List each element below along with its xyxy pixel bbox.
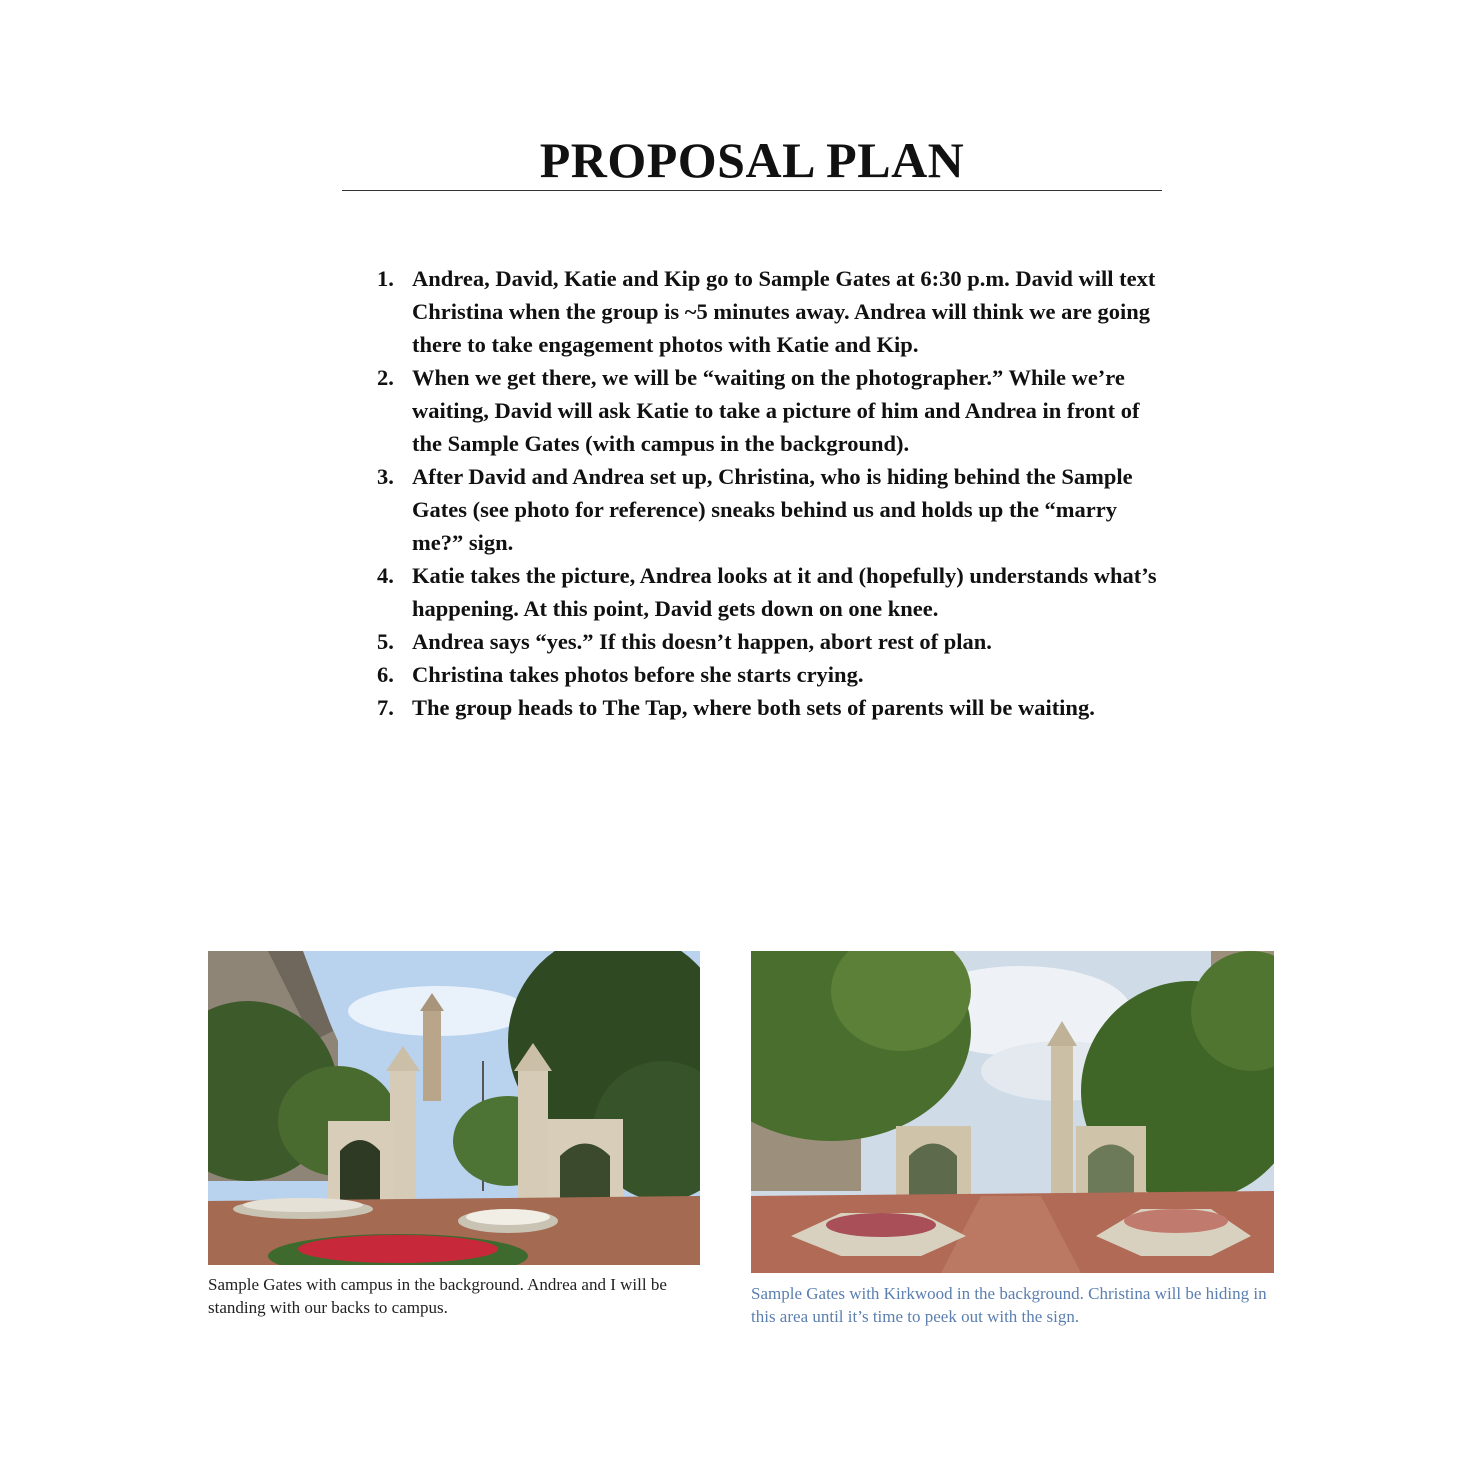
step-text: Christina takes photos before she starts crying. [412, 662, 864, 687]
step-number: 2. [377, 365, 394, 390]
sample-gates-campus-photo [208, 951, 700, 1265]
step-text: Andrea, David, Katie and Kip go to Sample Gates at 6:30 p.m. David will text Christina when the group is ~5 minutes away. Andrea will think we are going there to take engagement photos with Katie and Kip. [412, 266, 1156, 357]
step-number: 3. [377, 464, 394, 489]
step-text: When we get there, we will be “waiting on the photographer.” While we’re waiting, David will ask Katie to take a picture of him and Andrea in front of the Sample Gates (with campus in the background). [412, 365, 1140, 456]
step-number: 5. [377, 629, 394, 654]
list-item [377, 460, 1167, 559]
sample-gates-kirkwood-photo [751, 951, 1274, 1273]
proposal-steps-list [377, 262, 1167, 724]
list-item [377, 559, 1167, 625]
list-item [377, 625, 1167, 658]
photo-caption: Sample Gates with campus in the background. Andrea and I will be standing with our backs to campus. [208, 1275, 667, 1317]
step-number: 4. [377, 563, 394, 588]
title-underline [342, 190, 1162, 191]
step-number: 7. [377, 695, 394, 720]
list-item [377, 361, 1167, 460]
list-item [377, 658, 1167, 691]
step-number: 6. [377, 662, 394, 687]
list-item [377, 262, 1167, 361]
step-text: Katie takes the picture, Andrea looks at it and (hopefully) understands what’s happening. At this point, David gets down on one knee. [412, 563, 1157, 621]
step-text: After David and Andrea set up, Christina, who is hiding behind the Sample Gates (see photo for reference) sneaks behind us and holds up the “marry me?” sign. [412, 464, 1133, 555]
step-text: The group heads to The Tap, where both sets of parents will be waiting. [412, 695, 1095, 720]
list-item [377, 691, 1167, 724]
page-title: PROPOSAL PLAN [539, 132, 965, 188]
step-text: Andrea says “yes.” If this doesn’t happen, abort rest of plan. [412, 629, 992, 654]
photo-caption: Sample Gates with Kirkwood in the background. Christina will be hiding in this area until it’s time to peek out with the sign. [751, 1284, 1267, 1326]
step-number: 1. [377, 266, 394, 291]
